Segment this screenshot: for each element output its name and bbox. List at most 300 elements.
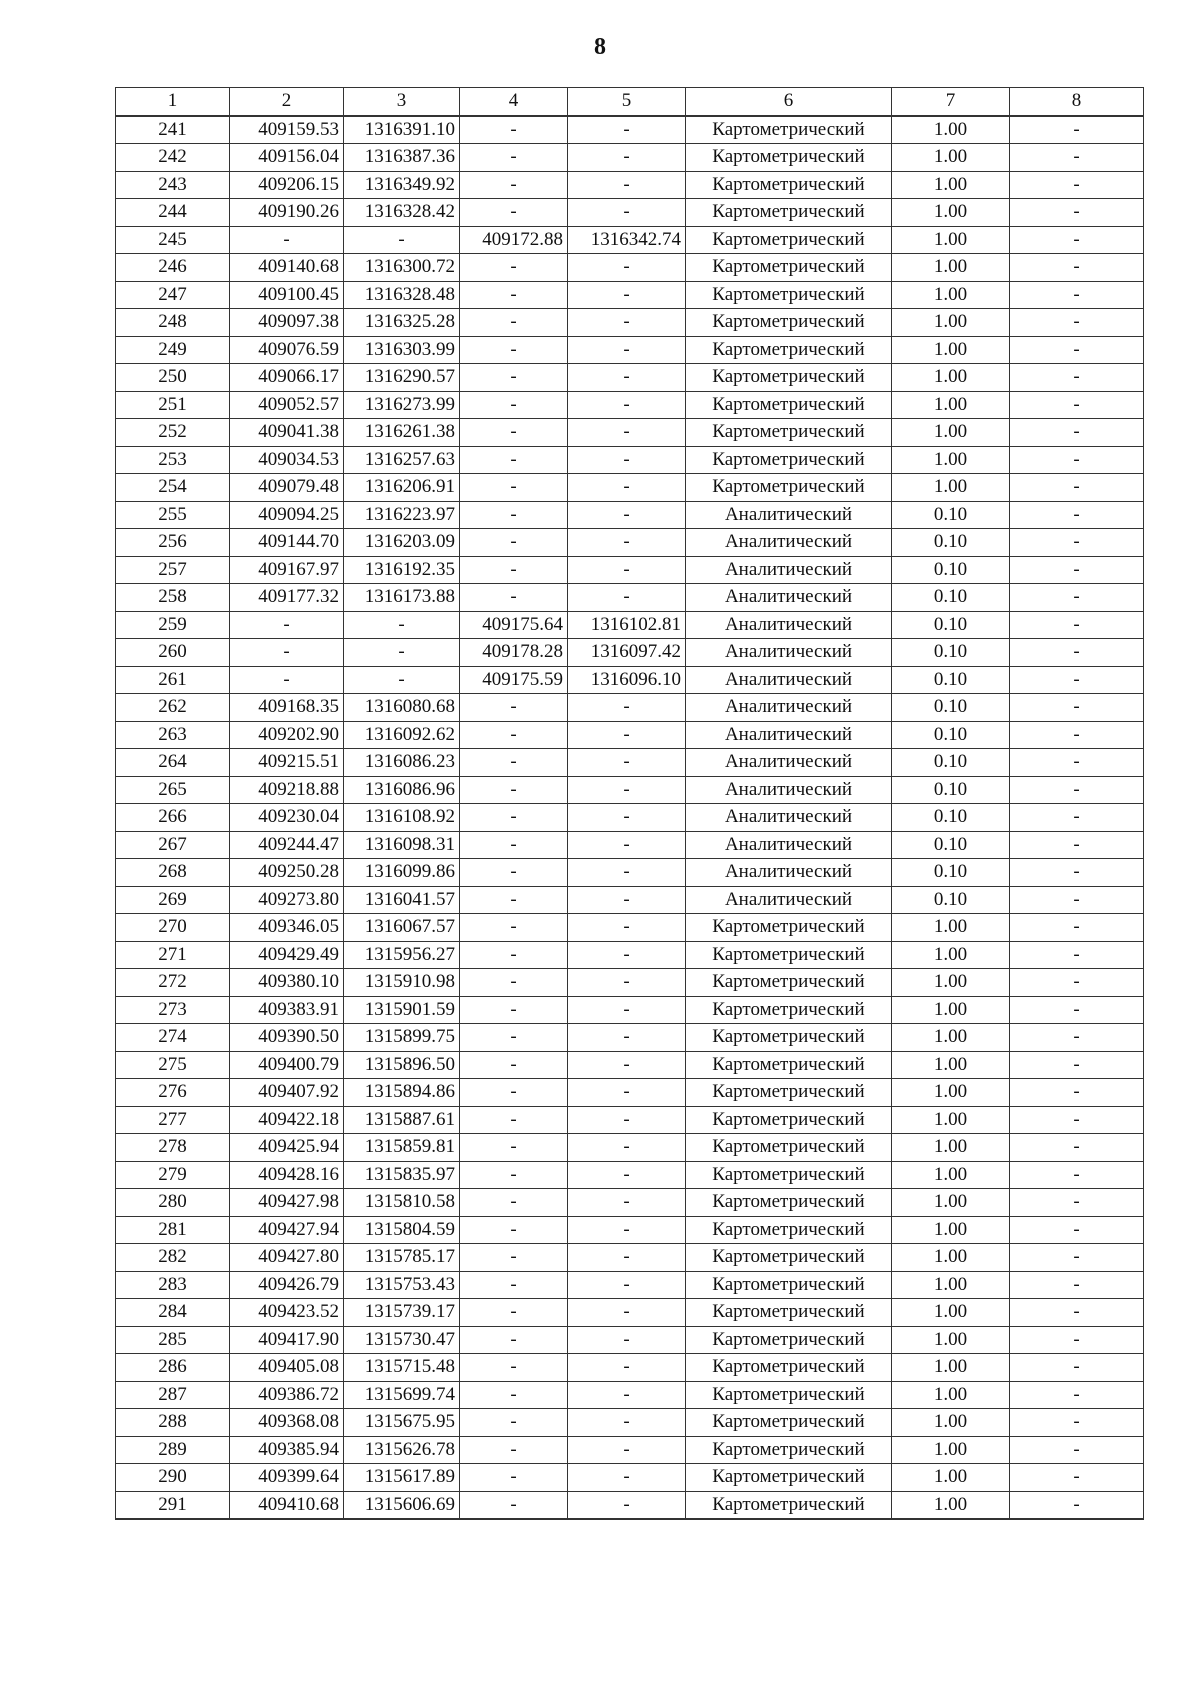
accuracy-cell: 1.00: [892, 171, 1010, 199]
description-cell: -: [1010, 116, 1144, 144]
y-coordinate-cell: 1315675.95: [344, 1409, 460, 1437]
x-coordinate-alt-cell: -: [460, 281, 568, 309]
x-coordinate-alt-cell: -: [460, 804, 568, 832]
x-coordinate-cell: 409066.17: [230, 364, 344, 392]
x-coordinate-alt-cell: 409175.64: [460, 611, 568, 639]
point-number-cell: 279: [116, 1161, 230, 1189]
table-row: [116, 1244, 1144, 1272]
accuracy-cell: 1.00: [892, 1381, 1010, 1409]
y-coordinate-cell: -: [344, 639, 460, 667]
point-number-cell: 286: [116, 1354, 230, 1382]
accuracy-cell: 1.00: [892, 1024, 1010, 1052]
description-cell: -: [1010, 831, 1144, 859]
accuracy-cell: 0.10: [892, 804, 1010, 832]
y-coordinate-cell: 1316349.92: [344, 171, 460, 199]
method-cell: Картометрический: [686, 391, 892, 419]
table-row: [116, 694, 1144, 722]
accuracy-cell: 1.00: [892, 1354, 1010, 1382]
description-cell: -: [1010, 171, 1144, 199]
method-cell: Картометрический: [686, 1354, 892, 1382]
accuracy-cell: 0.10: [892, 694, 1010, 722]
y-coordinate-alt-cell: -: [568, 254, 686, 282]
x-coordinate-cell: 409410.68: [230, 1491, 344, 1519]
y-coordinate-alt-cell: -: [568, 171, 686, 199]
table-row: [116, 1409, 1144, 1437]
y-coordinate-alt-cell: -: [568, 1244, 686, 1272]
y-coordinate-alt-cell: -: [568, 1381, 686, 1409]
point-number-cell: 259: [116, 611, 230, 639]
accuracy-cell: 1.00: [892, 1491, 1010, 1519]
table-row: [116, 1024, 1144, 1052]
point-number-cell: 255: [116, 501, 230, 529]
y-coordinate-alt-cell: -: [568, 199, 686, 227]
point-number-cell: 283: [116, 1271, 230, 1299]
accuracy-cell: 0.10: [892, 556, 1010, 584]
description-cell: -: [1010, 199, 1144, 227]
y-coordinate-alt-cell: -: [568, 116, 686, 144]
x-coordinate-alt-cell: -: [460, 1354, 568, 1382]
x-coordinate-cell: 409428.16: [230, 1161, 344, 1189]
y-coordinate-cell: 1316206.91: [344, 474, 460, 502]
y-coordinate-alt-cell: -: [568, 364, 686, 392]
column-header: 5: [568, 88, 686, 116]
table-row: [116, 281, 1144, 309]
point-number-cell: 284: [116, 1299, 230, 1327]
x-coordinate-alt-cell: -: [460, 1079, 568, 1107]
y-coordinate-alt-cell: -: [568, 694, 686, 722]
y-coordinate-cell: 1316257.63: [344, 446, 460, 474]
description-cell: -: [1010, 996, 1144, 1024]
column-header: 3: [344, 88, 460, 116]
y-coordinate-alt-cell: -: [568, 529, 686, 557]
method-cell: Картометрический: [686, 254, 892, 282]
y-coordinate-cell: 1316303.99: [344, 336, 460, 364]
y-coordinate-alt-cell: -: [568, 831, 686, 859]
description-cell: -: [1010, 336, 1144, 364]
accuracy-cell: 1.00: [892, 336, 1010, 364]
accuracy-cell: 0.10: [892, 666, 1010, 694]
accuracy-cell: 1.00: [892, 1189, 1010, 1217]
y-coordinate-cell: 1316223.97: [344, 501, 460, 529]
x-coordinate-cell: 409425.94: [230, 1134, 344, 1162]
y-coordinate-alt-cell: -: [568, 886, 686, 914]
method-cell: Картометрический: [686, 914, 892, 942]
method-cell: Картометрический: [686, 1161, 892, 1189]
column-header: 8: [1010, 88, 1144, 116]
method-cell: Картометрический: [686, 474, 892, 502]
point-number-cell: 262: [116, 694, 230, 722]
y-coordinate-alt-cell: -: [568, 1409, 686, 1437]
method-cell: Картометрический: [686, 1216, 892, 1244]
x-coordinate-cell: 409407.92: [230, 1079, 344, 1107]
method-cell: Картометрический: [686, 1491, 892, 1519]
x-coordinate-alt-cell: -: [460, 556, 568, 584]
x-coordinate-cell: 409079.48: [230, 474, 344, 502]
x-coordinate-cell: 409426.79: [230, 1271, 344, 1299]
x-coordinate-alt-cell: -: [460, 584, 568, 612]
description-cell: -: [1010, 886, 1144, 914]
y-coordinate-alt-cell: -: [568, 1134, 686, 1162]
point-number-cell: 271: [116, 941, 230, 969]
y-coordinate-cell: 1315887.61: [344, 1106, 460, 1134]
accuracy-cell: 0.10: [892, 584, 1010, 612]
method-cell: Картометрический: [686, 1134, 892, 1162]
table-row: [116, 1161, 1144, 1189]
method-cell: Аналитический: [686, 639, 892, 667]
x-coordinate-cell: 409346.05: [230, 914, 344, 942]
accuracy-cell: 0.10: [892, 529, 1010, 557]
description-cell: -: [1010, 144, 1144, 172]
method-cell: Картометрический: [686, 1464, 892, 1492]
table-row: [116, 529, 1144, 557]
description-cell: -: [1010, 584, 1144, 612]
x-coordinate-cell: 409273.80: [230, 886, 344, 914]
point-number-cell: 251: [116, 391, 230, 419]
x-coordinate-alt-cell: -: [460, 1024, 568, 1052]
point-number-cell: 269: [116, 886, 230, 914]
x-coordinate-cell: 409097.38: [230, 309, 344, 337]
description-cell: -: [1010, 254, 1144, 282]
point-number-cell: 268: [116, 859, 230, 887]
y-coordinate-cell: 1316098.31: [344, 831, 460, 859]
y-coordinate-alt-cell: 1316097.42: [568, 639, 686, 667]
y-coordinate-cell: 1315626.78: [344, 1436, 460, 1464]
method-cell: Картометрический: [686, 1106, 892, 1134]
x-coordinate-alt-cell: -: [460, 969, 568, 997]
x-coordinate-cell: 409052.57: [230, 391, 344, 419]
x-coordinate-alt-cell: -: [460, 1271, 568, 1299]
y-coordinate-cell: 1316086.96: [344, 776, 460, 804]
y-coordinate-cell: -: [344, 666, 460, 694]
accuracy-cell: 1.00: [892, 1161, 1010, 1189]
x-coordinate-alt-cell: -: [460, 1381, 568, 1409]
description-cell: -: [1010, 1079, 1144, 1107]
method-cell: Аналитический: [686, 831, 892, 859]
point-number-cell: 287: [116, 1381, 230, 1409]
table-row: [116, 254, 1144, 282]
point-number-cell: 243: [116, 171, 230, 199]
description-cell: -: [1010, 1189, 1144, 1217]
x-coordinate-alt-cell: -: [460, 749, 568, 777]
description-cell: -: [1010, 1134, 1144, 1162]
x-coordinate-alt-cell: -: [460, 914, 568, 942]
point-number-cell: 277: [116, 1106, 230, 1134]
x-coordinate-alt-cell: -: [460, 254, 568, 282]
x-coordinate-alt-cell: -: [460, 309, 568, 337]
table-row: [116, 941, 1144, 969]
table-row: [116, 776, 1144, 804]
y-coordinate-cell: 1316108.92: [344, 804, 460, 832]
x-coordinate-cell: 409390.50: [230, 1024, 344, 1052]
table-row: [116, 1464, 1144, 1492]
y-coordinate-alt-cell: -: [568, 309, 686, 337]
point-number-cell: 246: [116, 254, 230, 282]
x-coordinate-cell: 409218.88: [230, 776, 344, 804]
accuracy-cell: 1.00: [892, 941, 1010, 969]
x-coordinate-cell: 409399.64: [230, 1464, 344, 1492]
point-number-cell: 289: [116, 1436, 230, 1464]
method-cell: Картометрический: [686, 199, 892, 227]
accuracy-cell: 1.00: [892, 254, 1010, 282]
method-cell: Картометрический: [686, 1244, 892, 1272]
x-coordinate-alt-cell: -: [460, 336, 568, 364]
table-row: [116, 969, 1144, 997]
y-coordinate-alt-cell: -: [568, 996, 686, 1024]
description-cell: -: [1010, 501, 1144, 529]
accuracy-cell: 1.00: [892, 1244, 1010, 1272]
y-coordinate-alt-cell: -: [568, 721, 686, 749]
x-coordinate-cell: 409167.97: [230, 556, 344, 584]
y-coordinate-cell: 1315901.59: [344, 996, 460, 1024]
x-coordinate-cell: -: [230, 639, 344, 667]
x-coordinate-cell: 409427.94: [230, 1216, 344, 1244]
point-number-cell: 265: [116, 776, 230, 804]
x-coordinate-alt-cell: -: [460, 529, 568, 557]
x-coordinate-cell: 409383.91: [230, 996, 344, 1024]
table-header-row: [116, 88, 1144, 116]
y-coordinate-alt-cell: -: [568, 1024, 686, 1052]
y-coordinate-cell: 1316328.42: [344, 199, 460, 227]
x-coordinate-alt-cell: -: [460, 1134, 568, 1162]
table-row: [116, 1216, 1144, 1244]
description-cell: -: [1010, 391, 1144, 419]
description-cell: -: [1010, 1326, 1144, 1354]
method-cell: Картометрический: [686, 1409, 892, 1437]
accuracy-cell: 1.00: [892, 969, 1010, 997]
y-coordinate-alt-cell: -: [568, 1299, 686, 1327]
x-coordinate-cell: 409076.59: [230, 336, 344, 364]
y-coordinate-cell: 1316192.35: [344, 556, 460, 584]
accuracy-cell: 1.00: [892, 364, 1010, 392]
y-coordinate-cell: 1316325.28: [344, 309, 460, 337]
table-row: [116, 1271, 1144, 1299]
table-row: [116, 116, 1144, 144]
table-row: [116, 804, 1144, 832]
description-cell: -: [1010, 721, 1144, 749]
x-coordinate-cell: -: [230, 226, 344, 254]
y-coordinate-alt-cell: -: [568, 1464, 686, 1492]
point-number-cell: 290: [116, 1464, 230, 1492]
table-row: [116, 1326, 1144, 1354]
method-cell: Аналитический: [686, 611, 892, 639]
y-coordinate-cell: 1315617.89: [344, 1464, 460, 1492]
column-header: 2: [230, 88, 344, 116]
y-coordinate-alt-cell: -: [568, 1189, 686, 1217]
accuracy-cell: 0.10: [892, 639, 1010, 667]
accuracy-cell: 1.00: [892, 281, 1010, 309]
y-coordinate-cell: 1315910.98: [344, 969, 460, 997]
x-coordinate-cell: 409429.49: [230, 941, 344, 969]
x-coordinate-alt-cell: -: [460, 1326, 568, 1354]
point-number-cell: 253: [116, 446, 230, 474]
x-coordinate-alt-cell: -: [460, 1244, 568, 1272]
table-row: [116, 391, 1144, 419]
x-coordinate-cell: 409250.28: [230, 859, 344, 887]
y-coordinate-cell: 1316203.09: [344, 529, 460, 557]
description-cell: -: [1010, 694, 1144, 722]
y-coordinate-alt-cell: -: [568, 1161, 686, 1189]
method-cell: Картометрический: [686, 996, 892, 1024]
x-coordinate-cell: 409168.35: [230, 694, 344, 722]
column-header: 6: [686, 88, 892, 116]
y-coordinate-alt-cell: -: [568, 969, 686, 997]
table-row: [116, 309, 1144, 337]
description-cell: -: [1010, 419, 1144, 447]
method-cell: Аналитический: [686, 886, 892, 914]
x-coordinate-alt-cell: -: [460, 474, 568, 502]
description-cell: -: [1010, 1161, 1144, 1189]
x-coordinate-cell: 409405.08: [230, 1354, 344, 1382]
point-number-cell: 273: [116, 996, 230, 1024]
x-coordinate-cell: 409244.47: [230, 831, 344, 859]
x-coordinate-alt-cell: -: [460, 391, 568, 419]
x-coordinate-cell: 409230.04: [230, 804, 344, 832]
x-coordinate-alt-cell: -: [460, 886, 568, 914]
point-number-cell: 241: [116, 116, 230, 144]
accuracy-cell: 1.00: [892, 144, 1010, 172]
x-coordinate-alt-cell: -: [460, 1409, 568, 1437]
method-cell: Картометрический: [686, 171, 892, 199]
table-row: [116, 1381, 1144, 1409]
method-cell: Аналитический: [686, 694, 892, 722]
x-coordinate-cell: 409417.90: [230, 1326, 344, 1354]
description-cell: -: [1010, 364, 1144, 392]
description-cell: -: [1010, 1299, 1144, 1327]
method-cell: Картометрический: [686, 1381, 892, 1409]
y-coordinate-cell: -: [344, 611, 460, 639]
y-coordinate-alt-cell: -: [568, 914, 686, 942]
method-cell: Картометрический: [686, 336, 892, 364]
y-coordinate-cell: 1315715.48: [344, 1354, 460, 1382]
x-coordinate-alt-cell: -: [460, 171, 568, 199]
y-coordinate-cell: 1315753.43: [344, 1271, 460, 1299]
x-coordinate-alt-cell: -: [460, 1436, 568, 1464]
y-coordinate-cell: 1316099.86: [344, 859, 460, 887]
table-row: [116, 721, 1144, 749]
accuracy-cell: 1.00: [892, 914, 1010, 942]
method-cell: Аналитический: [686, 556, 892, 584]
table-row: [116, 584, 1144, 612]
y-coordinate-alt-cell: -: [568, 776, 686, 804]
x-coordinate-cell: 409427.80: [230, 1244, 344, 1272]
x-coordinate-cell: 409190.26: [230, 199, 344, 227]
method-cell: Аналитический: [686, 721, 892, 749]
y-coordinate-cell: 1316273.99: [344, 391, 460, 419]
accuracy-cell: 1.00: [892, 446, 1010, 474]
point-number-cell: 274: [116, 1024, 230, 1052]
x-coordinate-alt-cell: -: [460, 144, 568, 172]
x-coordinate-cell: 409100.45: [230, 281, 344, 309]
table-row: [116, 1436, 1144, 1464]
accuracy-cell: 1.00: [892, 199, 1010, 227]
method-cell: Картометрический: [686, 1189, 892, 1217]
method-cell: Картометрический: [686, 144, 892, 172]
point-number-cell: 249: [116, 336, 230, 364]
y-coordinate-alt-cell: -: [568, 556, 686, 584]
x-coordinate-cell: 409423.52: [230, 1299, 344, 1327]
x-coordinate-alt-cell: -: [460, 1051, 568, 1079]
x-coordinate-alt-cell: -: [460, 501, 568, 529]
y-coordinate-cell: 1316387.36: [344, 144, 460, 172]
method-cell: Аналитический: [686, 584, 892, 612]
description-cell: -: [1010, 639, 1144, 667]
description-cell: -: [1010, 1244, 1144, 1272]
x-coordinate-cell: -: [230, 666, 344, 694]
point-number-cell: 288: [116, 1409, 230, 1437]
table-row: [116, 364, 1144, 392]
accuracy-cell: 1.00: [892, 1079, 1010, 1107]
method-cell: Аналитический: [686, 776, 892, 804]
method-cell: Аналитический: [686, 859, 892, 887]
method-cell: Аналитический: [686, 749, 892, 777]
description-cell: -: [1010, 529, 1144, 557]
method-cell: Картометрический: [686, 309, 892, 337]
column-header: 4: [460, 88, 568, 116]
method-cell: Картометрический: [686, 1326, 892, 1354]
table-row: [116, 419, 1144, 447]
method-cell: Картометрический: [686, 1079, 892, 1107]
y-coordinate-alt-cell: -: [568, 1271, 686, 1299]
table-row: [116, 831, 1144, 859]
method-cell: Аналитический: [686, 529, 892, 557]
y-coordinate-cell: 1316261.38: [344, 419, 460, 447]
accuracy-cell: 1.00: [892, 1299, 1010, 1327]
y-coordinate-cell: 1316300.72: [344, 254, 460, 282]
y-coordinate-cell: 1316173.88: [344, 584, 460, 612]
accuracy-cell: 1.00: [892, 226, 1010, 254]
table-row: [116, 1079, 1144, 1107]
y-coordinate-cell: 1316328.48: [344, 281, 460, 309]
point-number-cell: 285: [116, 1326, 230, 1354]
point-number-cell: 260: [116, 639, 230, 667]
x-coordinate-alt-cell: -: [460, 1106, 568, 1134]
x-coordinate-cell: 409156.04: [230, 144, 344, 172]
table-row: [116, 171, 1144, 199]
table-row: [116, 1106, 1144, 1134]
point-number-cell: 258: [116, 584, 230, 612]
accuracy-cell: 1.00: [892, 1216, 1010, 1244]
description-cell: -: [1010, 941, 1144, 969]
point-number-cell: 278: [116, 1134, 230, 1162]
table-row: [116, 1051, 1144, 1079]
accuracy-cell: 1.00: [892, 474, 1010, 502]
x-coordinate-cell: 409427.98: [230, 1189, 344, 1217]
table-row: [116, 859, 1144, 887]
method-cell: Картометрический: [686, 941, 892, 969]
point-number-cell: 261: [116, 666, 230, 694]
y-coordinate-cell: 1316391.10: [344, 116, 460, 144]
description-cell: -: [1010, 859, 1144, 887]
y-coordinate-alt-cell: -: [568, 941, 686, 969]
x-coordinate-alt-cell: -: [460, 996, 568, 1024]
y-coordinate-cell: 1315859.81: [344, 1134, 460, 1162]
y-coordinate-alt-cell: -: [568, 1106, 686, 1134]
y-coordinate-cell: 1315899.75: [344, 1024, 460, 1052]
y-coordinate-cell: 1315956.27: [344, 941, 460, 969]
y-coordinate-alt-cell: -: [568, 1491, 686, 1519]
table-row: [116, 1134, 1144, 1162]
x-coordinate-alt-cell: -: [460, 721, 568, 749]
y-coordinate-alt-cell: -: [568, 859, 686, 887]
x-coordinate-cell: 409177.32: [230, 584, 344, 612]
table-row: [116, 1354, 1144, 1382]
description-cell: -: [1010, 776, 1144, 804]
y-coordinate-alt-cell: -: [568, 501, 686, 529]
y-coordinate-alt-cell: -: [568, 474, 686, 502]
y-coordinate-alt-cell: -: [568, 281, 686, 309]
accuracy-cell: 1.00: [892, 996, 1010, 1024]
method-cell: Картометрический: [686, 1051, 892, 1079]
